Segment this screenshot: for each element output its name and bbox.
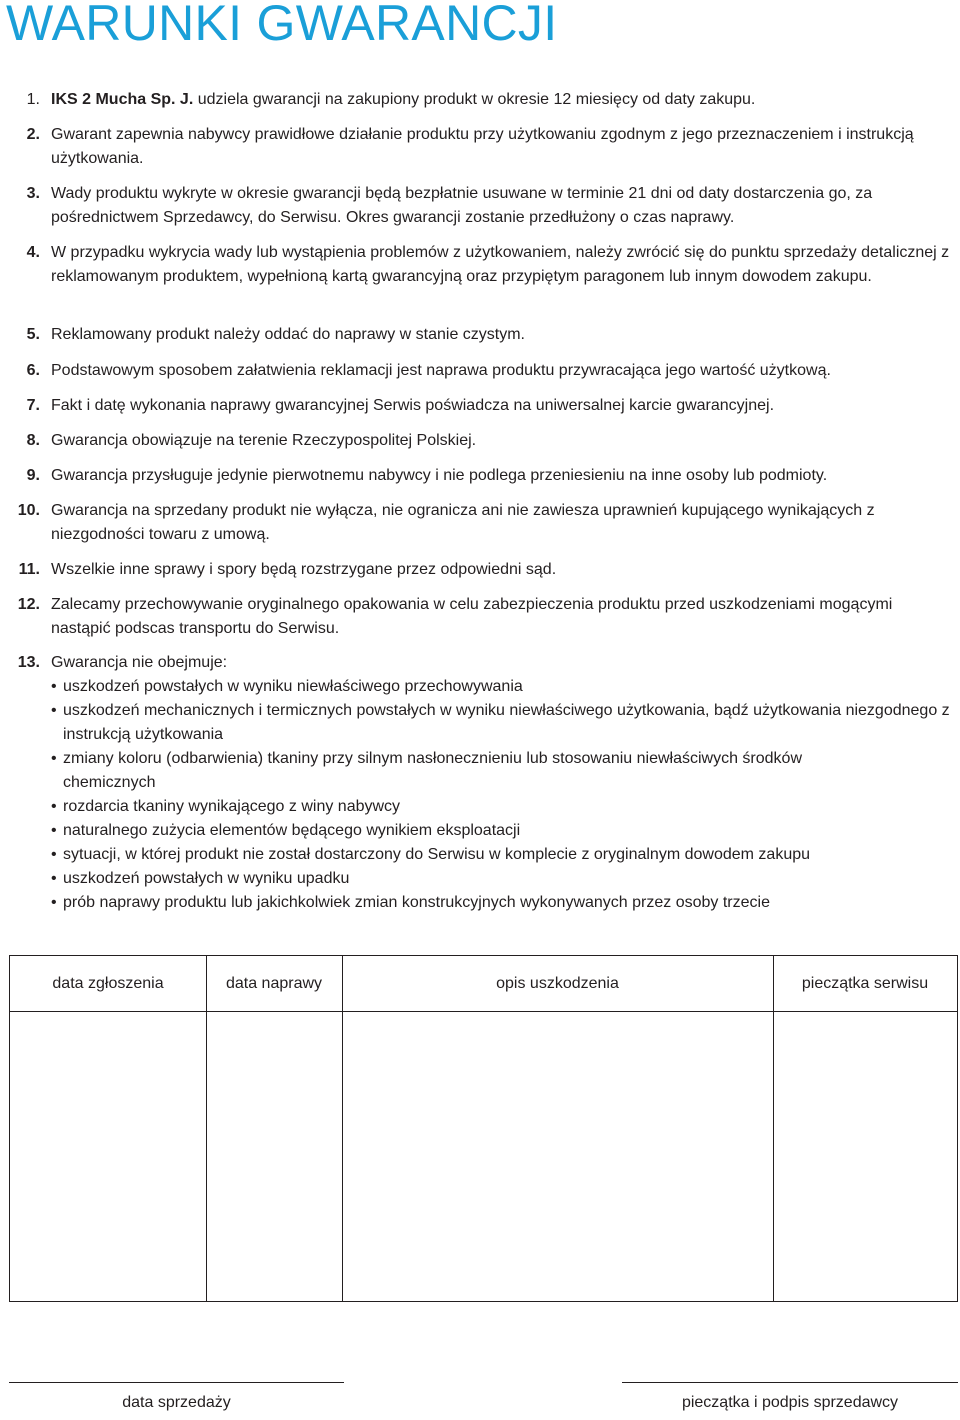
item-number: 11. — [18, 561, 40, 578]
exclusion-item: • naturalnego zużycia elementów będącego wynikiem eksploatacji — [51, 819, 956, 843]
exclusion-item: • uszkodzeń mechanicznych i termicznych powstałych w wyniku niewłaściwego użytkowania, bądź użytkowania niezgodnego z instrukcją użytkowania — [51, 699, 956, 747]
item-number: 3. — [26, 185, 40, 202]
item-text: Gwarancja na sprzedany produkt nie wyłącza, nie ogranicza ani nie zawiesza uprawnień kupującego wynikających z niezgodności towaru z umową. — [51, 502, 875, 543]
page-title: WARUNKI GWARANCJI — [6, 0, 558, 51]
sale-date-label: data sprzedaży — [122, 1394, 231, 1411]
item-text: Fakt i datę wykonania naprawy gwarancyjnej Serwis poświadcza na uniwersalnej karcie gwarancyjnej. — [51, 397, 775, 414]
column-divider — [206, 956, 207, 1301]
item-number: 6. — [26, 362, 40, 379]
exclusion-item: • zmiany koloru (odbarwienia) tkaniny przy silnym nasłonecznieniu lub stosowaniu niewłaściwych środków chemicznych — [51, 747, 956, 795]
exclusion-item: • sytuacji, w której produkt nie został dostarczony do Serwisu w komplecie z oryginalnym dowodem zakupu — [51, 843, 956, 867]
exclusion-item: • rozdarcia tkaniny wynikającego z winy nabywcy — [51, 795, 956, 819]
exclusions-list — [51, 675, 956, 915]
item-text-rest: udziela gwarancji na zakupiony produkt w okresie 12 miesięcy od daty zakupu. — [193, 91, 756, 108]
service-record-table — [9, 955, 958, 1302]
exclusion-item: • uszkodzeń powstałych w wyniku niewłaściwego przechowywania — [51, 675, 956, 699]
item-text — [51, 651, 956, 915]
company-name: IKS 2 Mucha Sp. J. — [51, 91, 194, 108]
service-table-header — [10, 956, 957, 1012]
sale-date-line — [9, 1382, 344, 1383]
column-divider — [342, 956, 343, 1301]
exclusion-item: • uszkodzeń powstałych w wyniku upadku — [51, 867, 956, 891]
item-number: 10. — [17, 502, 40, 519]
item-text: Reklamowany produkt należy oddać do naprawy w stanie czystym. — [51, 326, 525, 343]
exclusion-item: • prób naprawy produktu lub jakichkolwiek zmian konstrukcyjnych wykonywanych przez osoby trzecie — [51, 891, 956, 915]
item-number: 13. — [17, 654, 40, 671]
header-service-stamp: pieczątka serwisu — [801, 975, 929, 992]
item-text: Gwarancja przysługuje jedynie pierwotnemu nabywcy i nie podlega przeniesieniu na inne osoby lub podmioty. — [51, 467, 828, 484]
header-repair-date: data naprawy — [225, 975, 323, 992]
exclusions-intro: Gwarancja nie obejmuje: — [51, 654, 228, 671]
seller-stamp-label: pieczątka i podpis sprzedawcy — [681, 1394, 899, 1411]
item-number: 1. — [26, 91, 40, 108]
item-text: W przypadku wykrycia wady lub wystąpienia problemów z użytkowaniem, należy zwrócić się do punktu sprzedaży detalicznej z reklamowanym produktem, wypełnioną kartą gwarancyjną oraz przypiętym paragonem lub innym dowodem zakupu. — [51, 244, 950, 285]
seller-signature-line — [622, 1382, 958, 1383]
item-number: 7. — [26, 397, 40, 414]
item-number: 12. — [17, 596, 40, 613]
item-text: Podstawowym sposobem załatwienia reklamacji jest naprawa produktu przywracająca jego wartość użytkową. — [51, 362, 831, 379]
item-text: Wszelkie inne sprawy i spory będą rozstrzygane przez odpowiedni sąd. — [51, 561, 557, 578]
item-number: 9. — [26, 467, 40, 484]
item-text — [51, 88, 956, 112]
column-divider — [773, 956, 774, 1301]
item-number: 5. — [26, 326, 40, 343]
item-text: Wady produktu wykryte w okresie gwarancji będą bezpłatnie usuwane w terminie 21 dni od daty dostarczenia go, za pośrednictwem Sprzedawcy, do Serwisu. Okres gwarancji zostanie przedłużony o czas naprawy. — [51, 185, 873, 226]
item-text: Zalecamy przechowywanie oryginalnego opakowania w celu zabezpieczenia produktu przed uszkodzeniami mogącymi nastąpić podscas transportu do Serwisu. — [51, 596, 893, 637]
item-number: 2. — [26, 126, 40, 143]
item-text: Gwarancja obowiązuje na terenie Rzeczypospolitej Polskiej. — [51, 432, 477, 449]
item-text: Gwarant zapewnia nabywcy prawidłowe działanie produktu przy użytkowaniu zgodnym z jego przeznaczeniem i instrukcją użytkowania. — [51, 126, 914, 167]
item-number: 4. — [26, 244, 40, 261]
header-report-date: data zgłoszenia — [52, 975, 164, 992]
header-damage-description: opis uszkodzenia — [496, 975, 619, 992]
item-number: 8. — [26, 432, 40, 449]
